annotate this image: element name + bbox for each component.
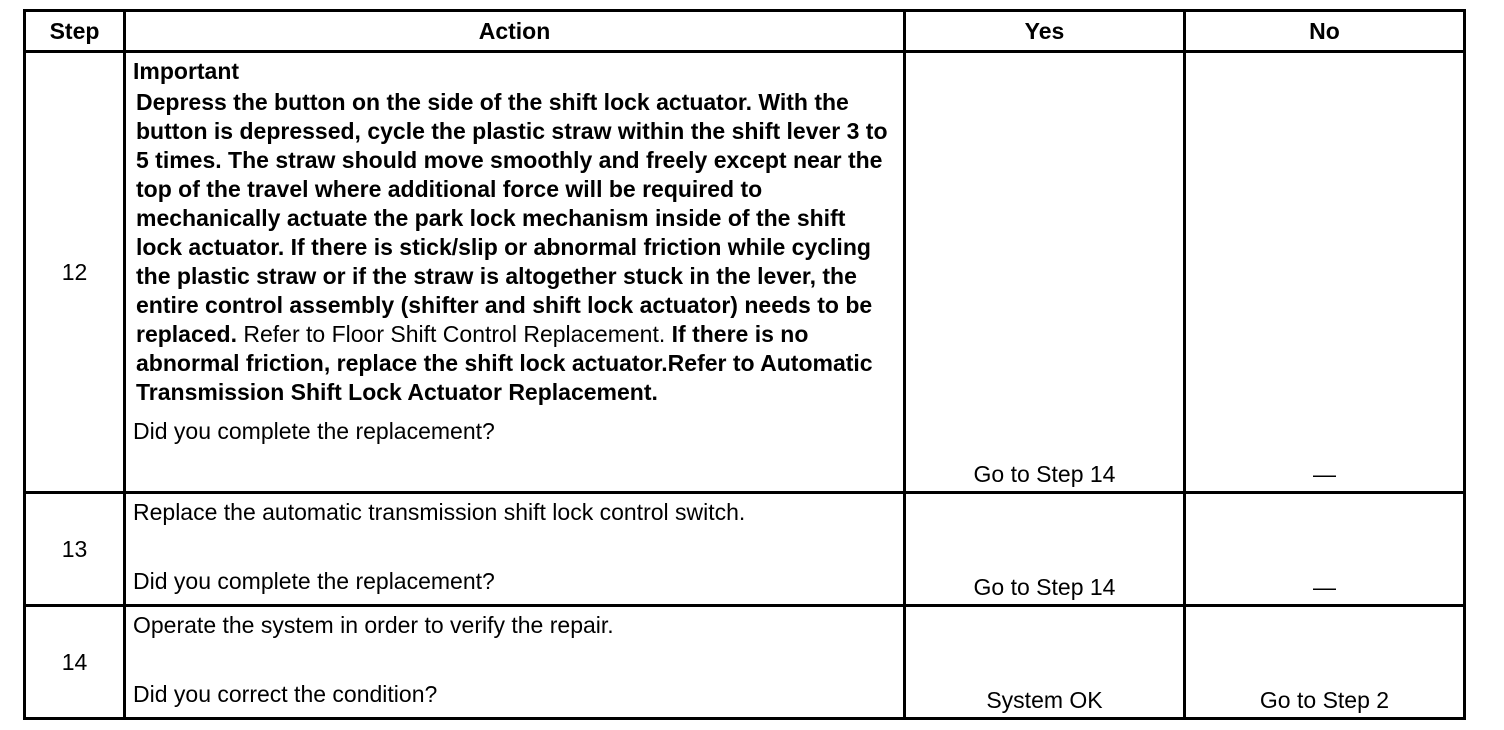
no-result: Go to Step 2 — [1185, 606, 1465, 719]
important-text: Depress the button on the side of the shift lock actuator. With the button is depressed, cycle the plastic straw within the shift lever 3 to 5 times. The straw should move smoothly and freely except near the top of the travel where additional force will be required to mechanically actuate the park lock mechanism inside of the shift lock actuator. If there is stick/slip or abnormal friction while cycling the plastic straw or if the straw is altogether stuck in the lever, the entire control assembly (shifter and shift lock actuator) needs to be replaced. — [136, 89, 888, 347]
action-question: Did you complete the replacement? — [133, 418, 495, 444]
important-note — [133, 88, 897, 407]
action-cell — [125, 493, 905, 606]
action-spacer — [133, 527, 897, 567]
table-row — [25, 606, 1465, 719]
table-row — [25, 493, 1465, 606]
action-spacer — [133, 640, 897, 680]
table-header-row — [25, 11, 1465, 52]
header-yes: Yes — [905, 11, 1185, 52]
step-number: 12 — [25, 52, 125, 493]
no-result: — — [1185, 493, 1465, 606]
reference-text: Refer to Floor Shift Control Replacement. — [237, 321, 666, 347]
important-text-continued: If there is no abnormal friction, replace the shift lock actuator.Refer to Automatic Transmission Shift Lock Actuator Replacement. — [136, 321, 873, 405]
important-label: Important — [133, 58, 240, 84]
table-row — [25, 52, 1465, 493]
header-step: Step — [25, 11, 125, 52]
action-cell — [125, 606, 905, 719]
step-number: 13 — [25, 493, 125, 606]
no-result: — — [1185, 52, 1465, 493]
action-text: Operate the system in order to verify the repair. — [133, 612, 614, 638]
action-question: Did you correct the condition? — [133, 681, 438, 707]
action-cell — [125, 52, 905, 493]
diagnostic-table — [23, 9, 1466, 720]
header-action: Action — [125, 11, 905, 52]
step-number: 14 — [25, 606, 125, 719]
header-no: No — [1185, 11, 1465, 52]
yes-result: System OK — [905, 606, 1185, 719]
yes-result: Go to Step 14 — [905, 52, 1185, 493]
yes-result: Go to Step 14 — [905, 493, 1185, 606]
action-text: Replace the automatic transmission shift lock control switch. — [133, 499, 746, 525]
action-question: Did you complete the replacement? — [133, 568, 495, 594]
